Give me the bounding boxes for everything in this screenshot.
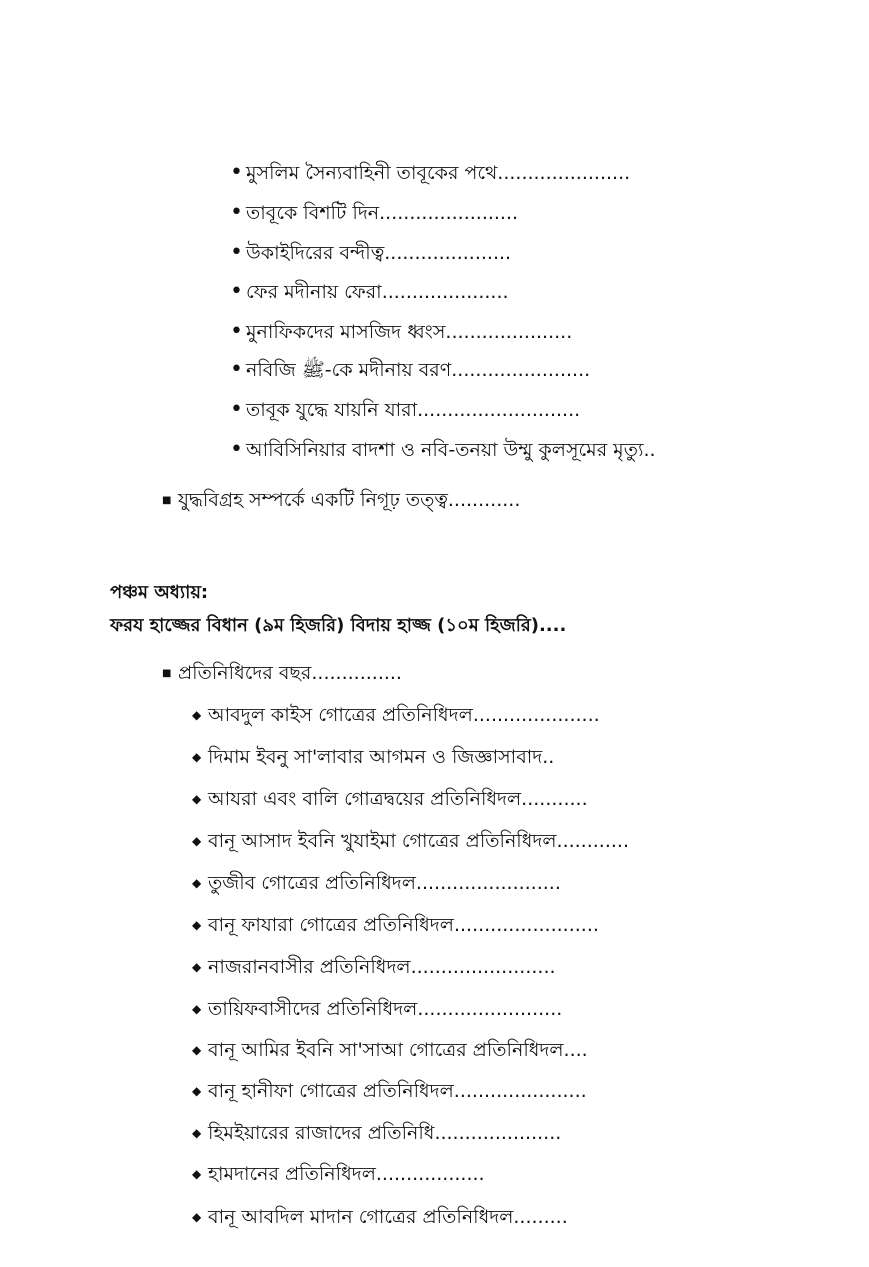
- list-item: [192, 996, 562, 1022]
- toc-entry: বানূ ফাযারা গোত্রের প্রতিনিধিদল........................: [208, 914, 599, 936]
- diamond-bullet-icon: [192, 828, 208, 854]
- diamond-bullet-icon: [192, 1120, 208, 1146]
- diamond-bullet-icon: [192, 1037, 208, 1063]
- toc-entry: বানূ আবদিল মাদান গোত্রের প্রতিনিধিদল.........: [208, 1206, 568, 1228]
- diamond-bullet-icon: [192, 1204, 208, 1230]
- diamond-bullet-icon: [192, 1161, 208, 1187]
- bullet-icon: [230, 160, 246, 186]
- toc-entry: তাবূকে বিশটি দিন.......................: [246, 202, 519, 224]
- diamond-bullet-icon: [192, 744, 208, 770]
- list-item: [230, 160, 630, 186]
- square-bullet-icon: [162, 487, 178, 514]
- toc-entry: আবদুল কাইস গোত্রের প্রতিনিধিদল.....................: [208, 704, 600, 726]
- toc-entry: উকাইদিরের বন্দীত্ব.....................: [246, 242, 512, 264]
- bullet-icon: [230, 437, 246, 463]
- diamond-bullet-icon: [192, 912, 208, 938]
- toc-entry: দিমাম ইবনু সা'লাবার আগমন ও জিজ্ঞাসাবাদ..: [208, 746, 555, 768]
- list-item: [192, 870, 561, 896]
- list-item: [230, 437, 656, 463]
- toc-entry: বানূ আমির ইবনি সা'সাআ গোত্রের প্রতিনিধিদল....: [208, 1039, 588, 1061]
- toc-entry: আযরা এবং বালি গোত্রদ্বয়ের প্রতিনিধিদল...........: [208, 788, 588, 810]
- chapter-title: ফরয হাজ্জের বিধান (৯ম হিজরি) বিদায় হাজ্জ (১০ম হিজরি)....: [110, 615, 567, 636]
- toc-entry: আবিসিনিয়ার বাদশা ও নবি-তনয়া উম্মু কুলসূমের মৃত্যু..: [246, 439, 656, 461]
- diamond-bullet-icon: [192, 1078, 208, 1104]
- diamond-bullet-icon: [192, 702, 208, 728]
- list-item: [192, 702, 600, 728]
- list-item: [192, 1161, 485, 1187]
- section-entry: [162, 487, 520, 514]
- square-bullet-icon: [162, 660, 178, 687]
- diamond-bullet-icon: [192, 870, 208, 896]
- list-item: [230, 397, 580, 423]
- list-item: [192, 1204, 568, 1230]
- toc-entry: তাবূক যুদ্ধে যায়নি যারা...........................: [246, 399, 581, 421]
- diamond-bullet-icon: [192, 786, 208, 812]
- toc-entry: নবিজি ﷺ-কে মদীনায় বরণ.......................: [246, 359, 591, 381]
- toc-entry: যুদ্ধবিগ্রহ সম্পর্কে একটি নিগূঢ় তত্ত্ব............: [178, 489, 521, 511]
- bullet-icon: [230, 319, 246, 345]
- bullet-icon: [230, 200, 246, 226]
- bullet-icon: [230, 279, 246, 305]
- list-item: [192, 1078, 587, 1104]
- toc-entry: নাজরানবাসীর প্রতিনিধিদল........................: [208, 956, 556, 978]
- toc-entry: তায়িফবাসীদের প্রতিনিধিদল........................: [208, 998, 563, 1020]
- bullet-icon: [230, 240, 246, 266]
- toc-entry: প্রতিনিধিদের বছর...............: [178, 662, 402, 684]
- toc-entry: বানূ আসাদ ইবনি খুযাইমা গোত্রের প্রতিনিধিদল............: [208, 830, 630, 852]
- list-item: [192, 1037, 588, 1063]
- list-item: [192, 912, 599, 938]
- list-item: [230, 357, 590, 383]
- diamond-bullet-icon: [192, 996, 208, 1022]
- list-item: [192, 744, 554, 770]
- bullet-icon: [230, 357, 246, 383]
- list-item: [192, 954, 556, 980]
- toc-entry: বানূ হানীফা গোত্রের প্রতিনিধিদল......................: [208, 1080, 587, 1102]
- list-item: [230, 240, 511, 266]
- bullet-icon: [230, 397, 246, 423]
- list-item: [230, 279, 509, 305]
- toc-entry: হামদানের প্রতিনিধিদল..................: [208, 1163, 485, 1185]
- toc-entry: তুজীব গোত্রের প্রতিনিধিদল........................: [208, 872, 561, 894]
- diamond-bullet-icon: [192, 954, 208, 980]
- list-item: [192, 828, 629, 854]
- list-item: [230, 319, 572, 345]
- toc-entry: মুনাফিকদের মাসজিদ ধ্বংস.....................: [246, 321, 573, 343]
- toc-entry: মুসলিম সৈন্যবাহিনী তাবূকের পথে......................: [246, 162, 631, 184]
- list-item: [192, 1120, 561, 1146]
- toc-entry: হিমইয়ারের রাজাদের প্রতিনিধি.....................: [208, 1122, 562, 1144]
- chapter-label: পঞ্চম অধ্যায়:: [110, 582, 209, 603]
- list-item: [192, 786, 588, 812]
- list-item: [230, 200, 518, 226]
- toc-entry: ফের মদীনায় ফেরা.....................: [246, 281, 509, 303]
- section-entry: [162, 660, 402, 687]
